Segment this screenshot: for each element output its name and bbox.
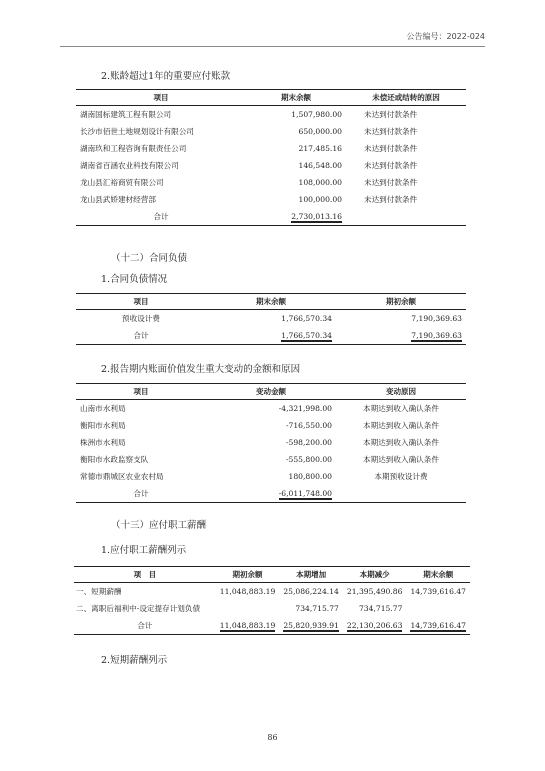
total-label: 合计 xyxy=(74,617,216,635)
column-header: 期末余额 xyxy=(246,90,346,106)
balance-cell: 1,507,980.00 xyxy=(291,110,342,119)
table-row xyxy=(76,451,466,468)
change-reason-cell: 本期达到收入确认条件 xyxy=(363,455,439,464)
total-ending-balance: 1,766,570.34 xyxy=(281,331,332,340)
section-heading-employee-compensation: 1.应付职工薪酬列示 xyxy=(101,545,187,556)
section-heading-contract-liabilities: 1.合同负债情况 xyxy=(101,274,168,285)
section-title-employee-compensation: （十三）应付职工薪酬 xyxy=(111,520,207,531)
balance-cell: 146,548.00 xyxy=(298,161,342,170)
item-cell: 山南市水利局 xyxy=(80,404,126,413)
total-ending-balance: 14,739,616.47 xyxy=(410,621,466,630)
item-cell: 龙山县汇裕商贸有限公司 xyxy=(80,178,164,187)
column-header: 本期增加 xyxy=(279,567,343,583)
total-label: 合计 xyxy=(76,327,206,345)
section-title-contract-liabilities: （十二）合同负债 xyxy=(111,253,188,264)
total-opening-balance: 11,048,883.19 xyxy=(219,621,276,630)
item-cell: 龙山县武娇建材经营部 xyxy=(80,195,156,204)
item-cell: 湖南玖和工程咨询有限责任公司 xyxy=(80,144,187,153)
table-row xyxy=(76,157,466,174)
total-label: 合计 xyxy=(76,208,246,226)
total-increase: 25,820,939.91 xyxy=(283,621,339,630)
change-amount-cell: 180,800.00 xyxy=(288,472,332,481)
total-row xyxy=(76,485,466,503)
total-reason xyxy=(346,208,466,226)
section-heading-aged-payables: 2.账龄超过1年的重要应付账款 xyxy=(101,71,231,82)
table-row xyxy=(76,434,466,451)
column-header: 变动金额 xyxy=(206,384,336,400)
column-header: 本期减少 xyxy=(343,567,407,583)
balance-cell: 108,000.00 xyxy=(298,178,342,187)
item-cell: 长沙市佰世土地规划设计有限公司 xyxy=(80,127,194,136)
aged-payables-table xyxy=(76,89,466,226)
announcement-number: 公告编号：2022-024 xyxy=(406,32,485,41)
section-heading-short-term-compensation: 2.短期薪酬列示 xyxy=(101,655,168,666)
decrease-cell: 734,715.77 xyxy=(358,604,403,613)
column-header: 期初余额 xyxy=(216,567,280,583)
column-header: 未偿还或结转的原因 xyxy=(346,90,466,106)
item-cell: 湖南国标建筑工程有限公司 xyxy=(80,110,172,119)
column-header: 项目 xyxy=(76,384,206,400)
table-row xyxy=(76,468,466,485)
change-amount-cell: -555,800.00 xyxy=(285,455,332,464)
table-row xyxy=(76,123,466,140)
column-header: 期初余额 xyxy=(336,294,466,310)
reason-cell: 未达到付款条件 xyxy=(364,178,418,187)
reason-cell: 未达到付款条件 xyxy=(364,195,418,204)
page-number: 86 xyxy=(267,733,278,742)
change-reason-cell: 本期达到收入确认条件 xyxy=(363,421,439,430)
total-decrease: 22,130,206.63 xyxy=(346,621,403,630)
column-header: 项 目 xyxy=(74,567,216,583)
total-change-reason xyxy=(336,485,466,503)
contract-liabilities-table xyxy=(76,293,466,345)
table-row xyxy=(74,600,470,617)
table-row xyxy=(76,400,466,418)
increase-cell: 25,086,224.14 xyxy=(283,587,339,596)
opening-balance-cell: 11,048,883.19 xyxy=(219,587,276,596)
increase-cell: 734,715.77 xyxy=(295,604,339,613)
total-row xyxy=(76,327,466,345)
change-reason-cell: 本期达到收入确认条件 xyxy=(363,438,439,447)
opening-balance-cell xyxy=(216,600,280,617)
item-cell: 湖南省百涵农业科技有限公司 xyxy=(80,161,179,170)
total-row xyxy=(74,617,470,635)
page-header xyxy=(60,28,485,47)
total-label: 合计 xyxy=(76,485,206,503)
item-cell: 衡阳市水利局 xyxy=(80,421,126,430)
item-cell: 一、短期薪酬 xyxy=(76,587,122,596)
total-change-amount: -6,011,748.00 xyxy=(278,489,332,498)
significant-changes-table xyxy=(76,383,466,503)
change-amount-cell: -598,200.00 xyxy=(285,438,332,447)
ending-balance-cell xyxy=(406,600,470,617)
table-row xyxy=(74,583,470,601)
total-balance: 2,730,013.16 xyxy=(291,212,342,221)
change-reason-cell: 本期预收设计费 xyxy=(374,472,428,481)
table-row xyxy=(76,174,466,191)
change-amount-cell: -716,550.00 xyxy=(285,421,332,430)
change-reason-cell: 本期达到收入确认条件 xyxy=(363,404,439,413)
item-cell: 常德市鼎城区农业农村局 xyxy=(80,472,164,481)
change-amount-cell: -4,321,998.00 xyxy=(278,404,332,413)
balance-cell: 217,485.16 xyxy=(298,144,342,153)
table-row xyxy=(76,310,466,328)
reason-cell: 未达到付款条件 xyxy=(364,127,418,136)
column-header: 项目 xyxy=(76,294,206,310)
employee-compensation-table xyxy=(74,566,470,635)
reason-cell: 未达到付款条件 xyxy=(364,144,418,153)
reason-cell: 未达到付款条件 xyxy=(364,161,418,170)
item-cell: 预收设计费 xyxy=(122,314,160,323)
section-heading-significant-changes: 2.报告期内账面价值发生重大变动的金额和原因 xyxy=(101,364,301,375)
table-row xyxy=(76,191,466,208)
ending-balance-cell: 14,739,616.47 xyxy=(410,587,466,596)
table-row xyxy=(76,140,466,157)
column-header: 期末余额 xyxy=(206,294,336,310)
ending-balance-cell: 1,766,570.34 xyxy=(281,314,332,323)
opening-balance-cell: 7,190,369.63 xyxy=(411,314,462,323)
reason-cell: 未达到付款条件 xyxy=(364,110,418,119)
total-opening-balance: 7,190,369.63 xyxy=(411,331,462,340)
balance-cell: 100,000.00 xyxy=(298,195,342,204)
table-row xyxy=(76,106,466,124)
item-cell: 二、离职后福利中-设定提存计划负债 xyxy=(76,604,201,613)
item-cell: 衡阳市水政监察支队 xyxy=(80,455,149,464)
decrease-cell: 21,395,490.86 xyxy=(346,587,403,596)
item-cell: 株洲市水利局 xyxy=(80,438,126,447)
column-header: 期末余额 xyxy=(406,567,470,583)
table-row xyxy=(76,417,466,434)
balance-cell: 650,000.00 xyxy=(298,127,342,136)
total-row xyxy=(76,208,466,226)
column-header: 变动原因 xyxy=(336,384,466,400)
column-header: 项目 xyxy=(76,90,246,106)
